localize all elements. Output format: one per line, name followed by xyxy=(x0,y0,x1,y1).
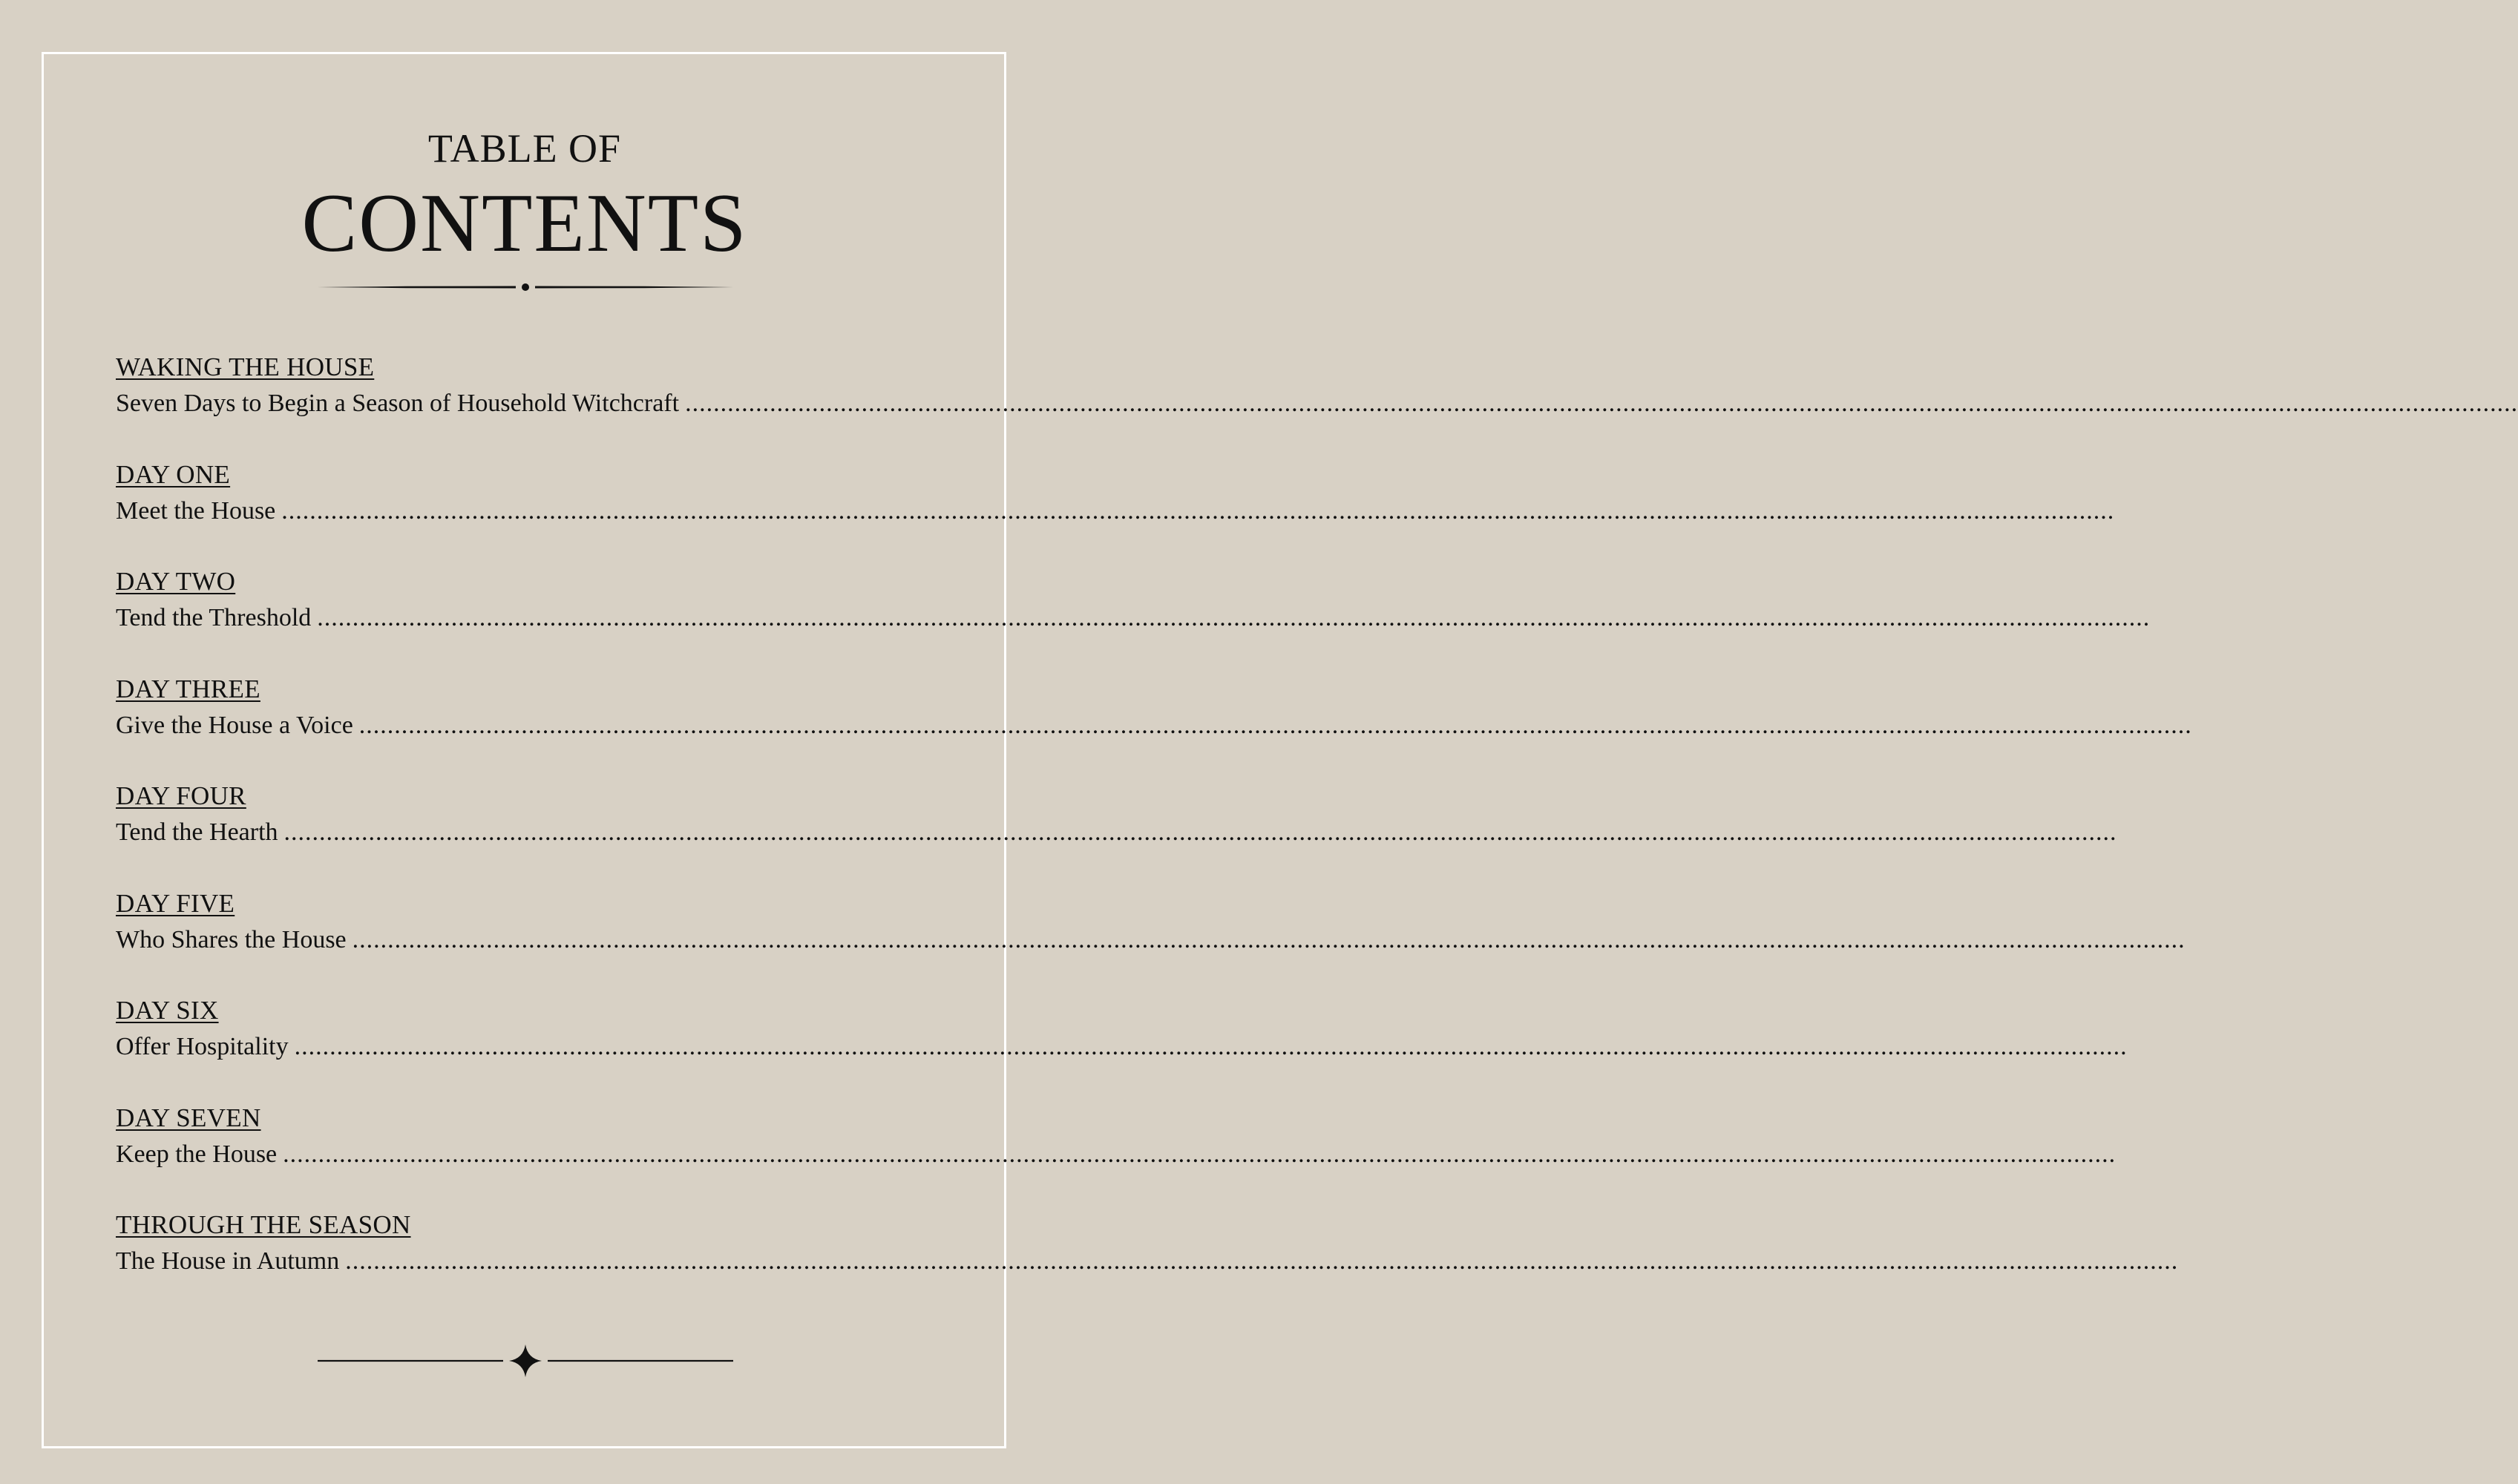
dot-leader: .................................................................................................................................................................................................................................................................... xyxy=(294,1033,2128,1060)
four-point-star-divider-icon xyxy=(318,1340,733,1382)
toc-entry-line xyxy=(116,922,2186,958)
toc-entry-subtitle[interactable]: The House in Autumn xyxy=(116,1247,340,1275)
toc-entry-line xyxy=(116,386,2518,421)
toc-entry[interactable] xyxy=(116,885,2186,993)
toc-entry[interactable] xyxy=(116,456,2115,564)
toc-entry-heading[interactable]: DAY SEVEN xyxy=(116,1103,261,1132)
toc-entry-heading[interactable]: DAY TWO xyxy=(116,567,236,596)
dot-leader: .................................................................................................................................................................................................................................................................... xyxy=(352,925,2186,953)
dot-leader: .................................................................................................................................................................................................................................................................... xyxy=(358,711,2192,739)
toc-entry-subtitle[interactable]: Meet the House xyxy=(116,496,276,525)
toc-entry-heading[interactable]: WAKING THE HOUSE xyxy=(116,352,375,381)
toc-entry-heading[interactable]: DAY FIVE xyxy=(116,888,235,918)
toc-entry-subtitle[interactable]: Tend the Hearth xyxy=(116,818,278,846)
dot-leader: .................................................................................................................................................................................................................................................................... xyxy=(345,1247,2179,1275)
toc-entry[interactable] xyxy=(116,563,2151,671)
title-main-line: CONTENTS xyxy=(301,177,748,269)
title-top-line: TABLE OF xyxy=(427,126,622,171)
dot-leader: .................................................................................................................................................................................................................................................................... xyxy=(283,1140,2117,1168)
dot-leader: .................................................................................................................................................................................................................................................................... xyxy=(685,390,2518,417)
toc-entry-subtitle[interactable]: Keep the House xyxy=(116,1140,278,1168)
toc-entry-subtitle[interactable]: Seven Days to Begin a Season of Household Witchcraft xyxy=(116,390,680,417)
toc-entry[interactable] xyxy=(116,349,2518,456)
toc-entry[interactable] xyxy=(116,1206,2179,1314)
toc-entry[interactable] xyxy=(116,992,2128,1100)
toc-entry-heading[interactable]: DAY FOUR xyxy=(116,781,246,810)
toc-entry-subtitle[interactable]: Who Shares the House xyxy=(116,925,347,953)
dot-leader: .................................................................................................................................................................................................................................................................... xyxy=(317,604,2151,631)
toc-entry-subtitle[interactable]: Give the House a Voice xyxy=(116,711,353,739)
toc-entry-heading[interactable]: THROUGH THE SEASON xyxy=(116,1210,411,1239)
toc-entry[interactable] xyxy=(116,778,2117,885)
dot-divider-icon xyxy=(318,278,733,297)
toc-entry-heading[interactable]: DAY SIX xyxy=(116,996,219,1025)
toc-entry[interactable] xyxy=(116,671,2192,778)
dot-leader: .................................................................................................................................................................................................................................................................... xyxy=(283,818,2117,846)
toc-entry[interactable] xyxy=(116,1100,2117,1207)
toc-entry-line xyxy=(116,1029,2128,1065)
toc-entry-line xyxy=(116,1244,2179,1279)
toc-entry-subtitle[interactable]: Offer Hospitality xyxy=(116,1033,289,1060)
toc-entry-line xyxy=(116,1137,2117,1172)
toc-entry-subtitle[interactable]: Tend the Threshold xyxy=(116,604,312,631)
toc-entry-line xyxy=(116,493,2115,529)
toc-entry-line xyxy=(116,815,2117,850)
dot-leader: .................................................................................................................................................................................................................................................................... xyxy=(281,496,2115,525)
toc-entry-line xyxy=(116,708,2192,743)
toc-entry-line xyxy=(116,600,2151,636)
toc-entry-heading[interactable]: DAY THREE xyxy=(116,674,260,703)
toc-entry-heading[interactable]: DAY ONE xyxy=(116,459,231,489)
toc-list xyxy=(116,349,2518,1314)
